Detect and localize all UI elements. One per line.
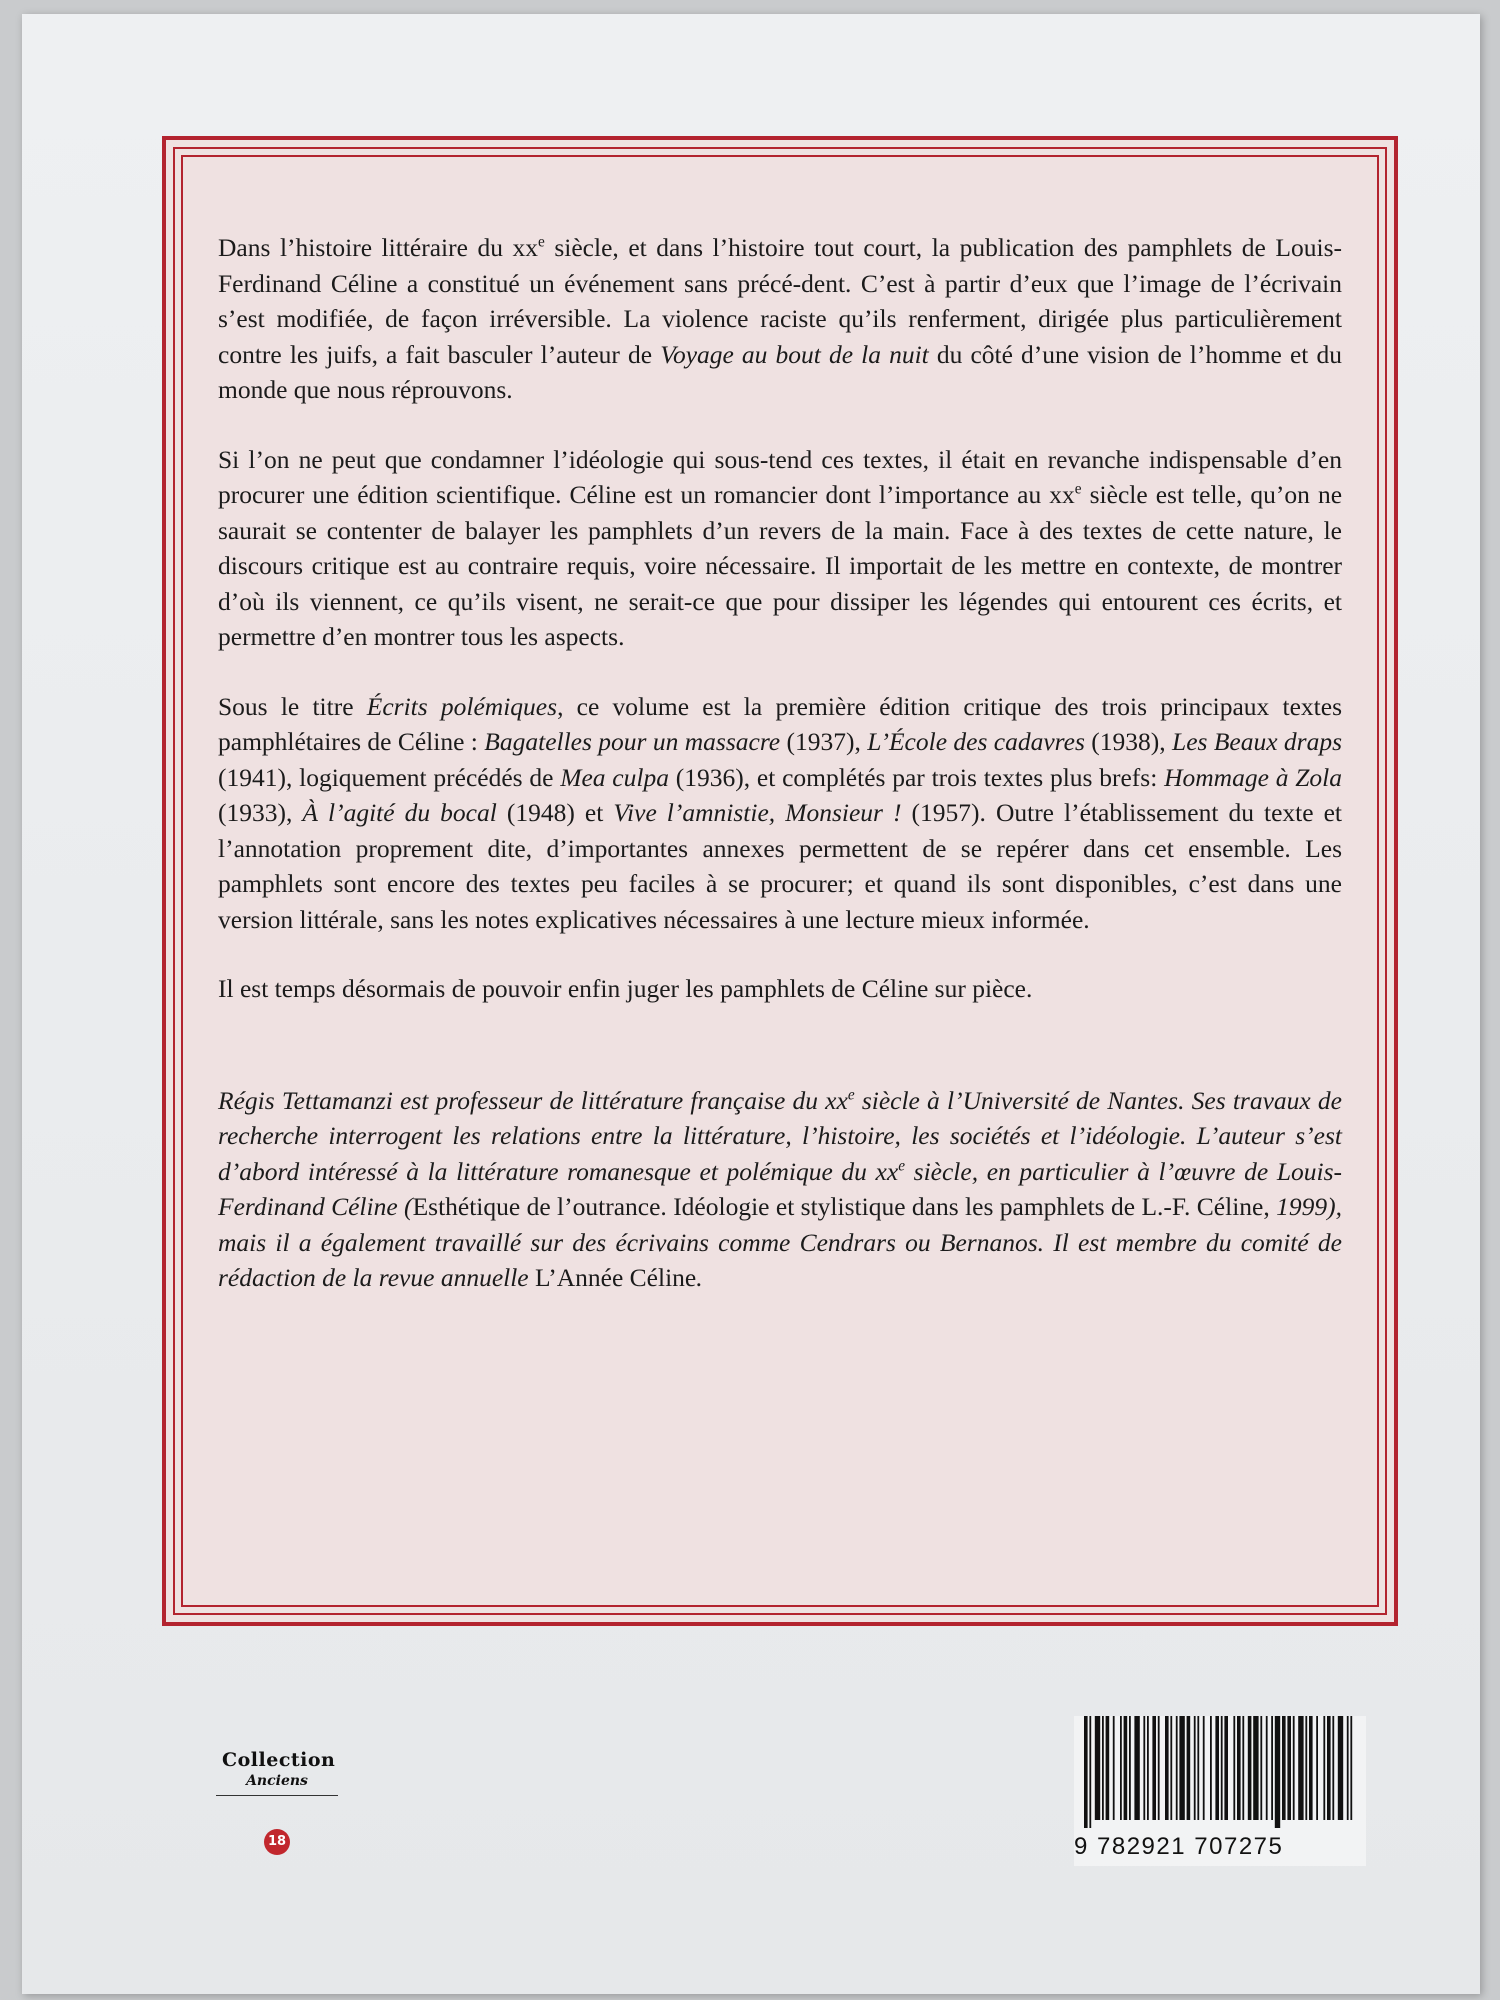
barcode-bar (1120, 1716, 1122, 1820)
barcode (1074, 1716, 1366, 1866)
barcode-bar (1260, 1716, 1262, 1820)
book-title: Esthétique de l’outrance. Idéologie et stylistique dans les pamphlets de L.-F. Céline, (412, 1192, 1277, 1221)
barcode-bar (1129, 1716, 1131, 1820)
barcode-bar (1298, 1716, 1303, 1820)
barcode-bar (1327, 1716, 1331, 1820)
barcode-bar (1134, 1716, 1139, 1820)
barcode-bar (1275, 1716, 1280, 1828)
barcode-bar (1197, 1716, 1199, 1820)
book-title: Mea culpa (560, 762, 669, 792)
barcode-bar (1095, 1716, 1100, 1820)
barcode-bar (1347, 1716, 1349, 1820)
barcode-bar (1203, 1716, 1205, 1820)
barcode-bar (1248, 1716, 1252, 1820)
book-title: L’École des cadavres (867, 727, 1085, 756)
barcode-bar (1316, 1716, 1318, 1820)
barcode-bar (1084, 1716, 1088, 1828)
barcode-bar (1187, 1716, 1191, 1820)
barcode-bar (1143, 1716, 1145, 1820)
barcode-bar (1350, 1716, 1352, 1820)
book-title: Bagatelles pour un massacre (484, 727, 781, 756)
barcode-bar (1237, 1716, 1241, 1820)
barcode-bar (1287, 1716, 1291, 1820)
barcode-bar (1089, 1716, 1091, 1828)
collection-logo (222, 1749, 336, 1796)
barcode-bar (1332, 1716, 1334, 1820)
barcode-bar (1176, 1716, 1178, 1820)
collection-logo-line2: Anciens (246, 1773, 308, 1789)
barcode-bar (1271, 1716, 1273, 1820)
barcode-bar (1233, 1716, 1235, 1820)
barcode-bar (1253, 1716, 1258, 1820)
barcode-bar (1102, 1716, 1104, 1820)
journal-title: L’Année Céline (535, 1263, 697, 1292)
barcode-bar (1194, 1716, 1196, 1820)
collection-logo-line1: Collection (222, 1749, 336, 1771)
collection-number-badge: 18 (264, 1829, 290, 1855)
book-title: Voyage au bout de la nuit (660, 339, 929, 369)
book-title: Écrits polémiques (366, 691, 558, 721)
blurb-paragraph-3: Sous le titre Écrits polémiques, ce volume est la première édition critique des trois principaux textes pamphlétaires de Céline : Bagatelles pour un massacre (1937), L’École des cadavres (1938), Les Beaux draps (1941), logiquement précédés de Mea culpa (1936), et complétés par trois textes plus brefs: Hommage à Zola (1933), À l’agité du bocal (1948) et Vive l’amnistie, Monsieur ! (1957). Outre l’établissement du texte et l’annotation proprement dite, d’importantes annexes permettent de se repérer dans cet ensemble. Les pamphlets sont encore des textes peu faciles à se procurer; et quand ils sont disponibles, c’est dans une version littérale, sans les notes explicatives nécessaires à une lecture mieux informée. (218, 691, 1343, 934)
book-title: Les Beaux draps (1172, 727, 1343, 756)
back-cover (22, 14, 1480, 1994)
barcode-bars-icon (1084, 1716, 1356, 1828)
barcode-bar (1152, 1716, 1156, 1820)
barcode-bar (1124, 1716, 1128, 1820)
barcode-bar (1170, 1716, 1172, 1820)
barcode-bar (1210, 1716, 1212, 1820)
barcode-bar (1266, 1716, 1268, 1820)
book-title: Hommage à Zola (1164, 762, 1342, 792)
author-bio (218, 1083, 1342, 1296)
barcode-bar (1215, 1716, 1219, 1820)
barcode-bar (1221, 1716, 1223, 1820)
isbn-number: 9 782921 707275 (1074, 1833, 1284, 1860)
text-frame (162, 136, 1398, 1626)
barcode-bar (1158, 1716, 1160, 1820)
barcode-bar (1282, 1716, 1286, 1820)
blurb-paragraph-1: Dans l’histoire littéraire du $xx^e$ siècle, et dans l’histoire tout court, la publication des pamphlets de Louis-Ferdinand Céline a constitué un événement sans précé-dent. C’est à partir d’eux que l’image de l’écrivain s’est modifiée, de façon irréversible. La violence raciste qu’ils renferment, dirigée plus particulièrement contre les juifs, a fait basculer l’auteur de Voyage au bout de la nuit du côté d’une vision de l’homme et du monde que nous réprouvons. (218, 233, 1342, 404)
barcode-bar (1165, 1716, 1169, 1820)
barcode-bar (1147, 1716, 1149, 1820)
blurb-paragraph-4: Il est temps désormais de pouvoir enfin juger les pamphlets de Céline sur pièce. (218, 974, 1033, 1003)
barcode-bar (1242, 1716, 1244, 1820)
barcode-bar (1293, 1716, 1295, 1820)
barcode-bar (1305, 1716, 1307, 1820)
collection-logo-rule (216, 1795, 338, 1796)
blurb-paragraph-2: Si l’on ne peut que condamner l’idéologie qui sous-tend ces textes, il était en revanche indispensable d’en procurer une édition scientifique. Céline est un romancier dont l’importance au $xx^e$ siècle est telle, qu’on ne saurait se contenter de balayer les pamphlets d’un revers de la main. Face à des textes de cette nature, le discours critique est au contraire requis, voire nécessaire. Il importait de les mettre en contexte, de montrer d’où ils viennent, ce qu’ils visent, ne serait-ce que pour dissiper les légendes qui entourent ces écrits, et permettre d’en montrer tous les aspects. (218, 444, 1343, 651)
barcode-bar (1179, 1716, 1184, 1820)
barcode-bar (1338, 1716, 1343, 1820)
book-title: À l’agité du bocal (302, 798, 497, 827)
barcode-bar (1106, 1716, 1110, 1820)
barcode-bar (1309, 1716, 1313, 1820)
barcode-bar (1323, 1716, 1325, 1820)
author-bio-paragraph: Régis Tettamanzi est professeur de littérature française du $xx^e$ siècle à l’Université de Nantes. Ses travaux de recherche interrogent les relations entre la littérature, l’histoire, les sociétés et l’idéologie. L’auteur s’est d’abord intéressé à la littérature romanesque et polémique du $xx^e$ siècle, en particulier à l’œuvre de Louis-Ferdinand Céline (Esthétique de l’outrance. Idéologie et stylistique dans les pamphlets de L.-F. Céline, 1999), mais il a également travaillé sur des écrivains comme Cendrars ou Bernanos. Il est membre du comité de rédaction de la revue annuelle L’Année Céline. (218, 1085, 1343, 1292)
blurb-text (218, 230, 1342, 1296)
book-title: Vive l’amnistie, Monsieur ! (613, 798, 902, 827)
barcode-bar (1113, 1716, 1115, 1820)
barcode-bar (1224, 1716, 1228, 1820)
